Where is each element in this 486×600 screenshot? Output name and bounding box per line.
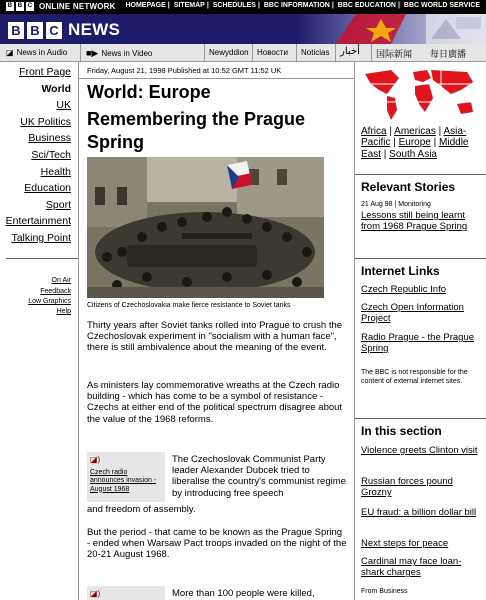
article-paragraph: More than 100 people were killed,	[172, 588, 315, 599]
region-europe[interactable]: Europe	[398, 137, 431, 149]
network-bar	[0, 0, 486, 14]
internet-link[interactable]: Czech Open Information Project	[361, 302, 464, 325]
audio-clip-box[interactable]	[87, 452, 165, 502]
speaker-icon: ◪	[6, 48, 14, 57]
sidebar-divider	[355, 418, 486, 419]
section-story-link[interactable]: EU fraud: a billion dollar bill	[361, 507, 477, 518]
nav-talking-point[interactable]: Talking Point	[11, 231, 71, 244]
link-bbc-education[interactable]: BBC EDUCATION	[337, 2, 396, 9]
region-africa[interactable]: Africa	[361, 126, 387, 137]
nav-entertainment[interactable]: Entertainment	[5, 215, 71, 228]
news-in-video-link[interactable]	[86, 48, 152, 59]
headline: Remembering the Prague Spring	[87, 109, 306, 152]
lang-arabic[interactable]: أخبار	[340, 46, 360, 57]
logo-letter: C	[46, 22, 62, 39]
bbc-news-logo[interactable]	[8, 20, 120, 40]
article-paragraph: The Czechoslovak Communist Party leader Alexander Dubcek tried to liberalise the country's communist regime by introducing free speech	[172, 454, 346, 499]
nav-uk-politics[interactable]: UK Politics	[20, 115, 71, 128]
link-low-graphics[interactable]: Low Graphics	[28, 298, 71, 305]
column-divider	[78, 62, 79, 600]
section-title: World: Europe	[87, 82, 211, 102]
dateline-rule	[79, 78, 354, 79]
region-americas[interactable]: Americas	[394, 126, 436, 137]
region-middle-east[interactable]: Middle East	[361, 137, 469, 160]
photo-caption: Citizens of Czechoslovakia make fierce resistance to Soviet tanks	[87, 302, 291, 309]
nav-business[interactable]: Business	[28, 132, 71, 145]
link-bbc-information[interactable]: BBC INFORMATION	[263, 2, 330, 9]
news-in-video-label: News in Video	[101, 49, 153, 58]
bbc-online-network-logo[interactable]	[6, 2, 116, 11]
article-photo	[87, 157, 324, 298]
nav-health[interactable]: Health	[40, 165, 71, 178]
link-bbc-world-service[interactable]: BBC WORLD SERVICE	[403, 2, 480, 9]
link-help[interactable]: Help	[56, 308, 71, 315]
audio-clip-link[interactable]: Czech radio announces invasion - August 1968	[90, 468, 157, 493]
logo-letter: B	[27, 22, 43, 39]
section-nav	[0, 62, 78, 315]
article-paragraph: As ministers lay commemorative wreaths at the Czech radio building - which has come to be a symbol of resistance - Czechs at either end of the political spectrum disagree about the value of the 1968 reforms.	[87, 380, 343, 425]
article-paragraph: and freedom of assembly.	[87, 504, 196, 515]
link-feedback[interactable]: Feedback	[40, 288, 71, 295]
region-south-asia[interactable]: South Asia	[389, 148, 437, 160]
section-tail-label: From Business	[361, 588, 408, 595]
lang-chinese[interactable]: 国际新闻	[376, 49, 413, 59]
lang-welsh[interactable]: Newyddion	[209, 48, 249, 57]
region-asia-pacific[interactable]: Asia-Pacific	[361, 126, 467, 149]
section-story-link[interactable]: Russian forces pound Grozny	[361, 476, 453, 499]
lang-chinese-broadcast[interactable]: 每日廣播	[430, 49, 467, 59]
section-story-link[interactable]: Violence greets Clinton visit	[361, 445, 478, 456]
nav-world[interactable]: World	[41, 82, 71, 95]
nav-sci-tech[interactable]: Sci/Tech	[31, 148, 71, 161]
link-sitemap[interactable]: SITEMAP	[173, 2, 205, 9]
internet-link[interactable]: Czech Republic Info	[361, 284, 447, 295]
column-divider	[354, 62, 355, 600]
nav-divider	[6, 258, 78, 259]
world-map-icon[interactable]	[361, 64, 479, 124]
article-paragraph: But the period - that came to be known as the Prague Spring - ended when Warsaw Pact troops invaded on the night of the 20-21 August 1968.	[87, 527, 347, 561]
logo-word: NEWS	[68, 20, 121, 39]
sidebar-divider	[355, 258, 486, 259]
link-schedules[interactable]: SCHEDULES	[212, 2, 256, 9]
language-bar	[0, 44, 486, 62]
nav-front-page[interactable]: Front Page	[19, 66, 71, 78]
lang-russian[interactable]: Новости	[257, 48, 288, 57]
banner-artwork	[296, 14, 486, 44]
nav-sport[interactable]: Sport	[45, 198, 71, 211]
relevant-story-meta: 21 Aug 98 | Monitoring	[361, 201, 431, 208]
brand-letter: B	[7, 3, 13, 9]
news-banner	[0, 14, 486, 44]
speaker-icon: ◪)	[90, 455, 101, 464]
in-this-section-heading: In this section	[361, 424, 442, 438]
link-homepage[interactable]: HOMEPAGE	[125, 2, 166, 9]
internet-link[interactable]: Radio Prague - the Prague Spring	[361, 332, 475, 355]
sidebar-divider	[355, 174, 486, 175]
region-links: Africa | Americas | Asia-Pacific | Europe | Middle East | South Asia	[361, 126, 469, 160]
brand-letter: B	[17, 3, 23, 9]
nav-uk[interactable]: UK	[56, 99, 71, 112]
nav-education[interactable]: Education	[24, 182, 71, 195]
network-links: HOMEPAGE | SITEMAP | SCHEDULES | BBC INFORMATION | BBC EDUCATION | BBC WORLD SERVICE	[125, 2, 480, 9]
section-story-link[interactable]: Next steps for peace	[361, 538, 449, 549]
section-story-link[interactable]: Cardinal may face loan-shark charges	[361, 556, 462, 579]
link-on-air[interactable]: On Air	[51, 277, 71, 284]
speaker-icon: ◪)	[90, 589, 101, 598]
internet-links-heading: Internet Links	[361, 264, 440, 278]
audio-clip-box[interactable]	[87, 586, 165, 600]
external-links-disclaimer: The BBC is not responsible for the content of external internet sites.	[361, 369, 468, 385]
logo-letter: B	[8, 22, 24, 39]
camera-icon: ■▶	[86, 48, 99, 58]
news-in-audio-link[interactable]	[6, 48, 67, 57]
brand-text: ONLINE NETWORK	[39, 2, 116, 11]
relevant-story-link[interactable]: Lessons still being learnt from 1968 Prague Spring	[361, 210, 468, 233]
lang-spanish[interactable]: Noticias	[301, 48, 330, 57]
news-in-audio-label: News in Audio	[16, 48, 68, 57]
article-paragraph: Thirty years after Soviet tanks rolled into Prague to crush the Czechoslovak experiment in "socialism with a human face", there is still ambivalence about the meaning of the event.	[87, 320, 343, 354]
relevant-stories-heading: Relevant Stories	[361, 180, 456, 194]
brand-letter: C	[27, 3, 33, 9]
dateline: Friday, August 21, 1998 Published at 10:52 GMT 11:52 UK	[87, 66, 282, 75]
